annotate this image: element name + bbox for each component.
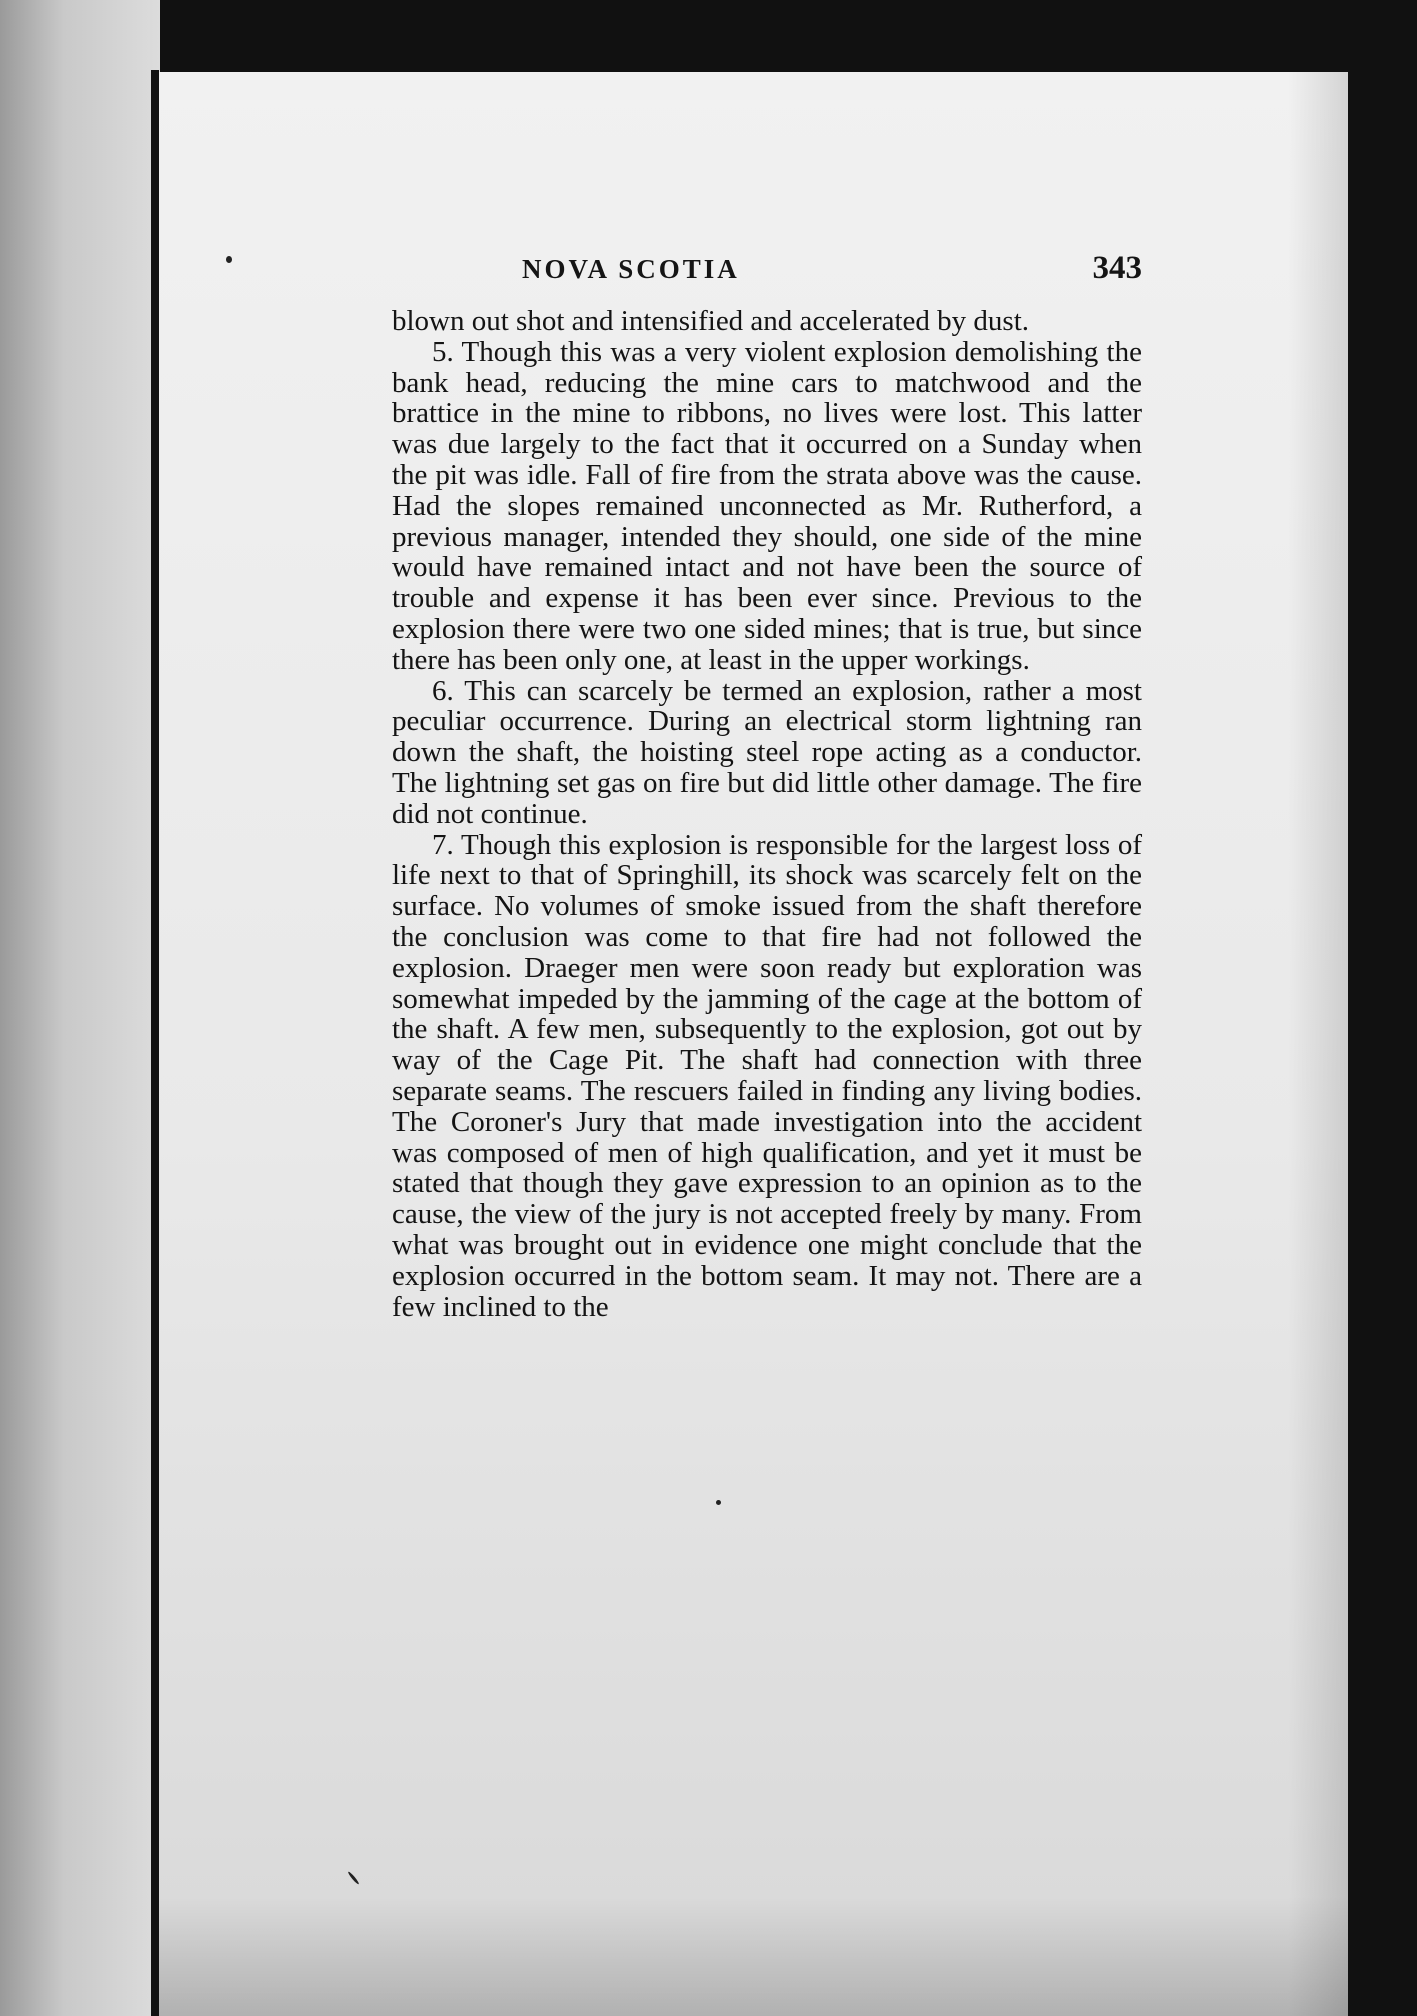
- binding-edge: [151, 70, 159, 2016]
- page-number: 343: [1092, 250, 1142, 286]
- paragraph-5: 5. Though this was a very violent explosion demolishing the bank head, reducing the mine cars to matchwood and the brattice in the mine to ribbons, no lives were lost. This latter was due largely to the fact that it occurred on a Sunday when the pit was idle. Fall of fire from the strata above was the cause. Had the slopes remained unconnected as Mr. Rutherford, a previous manager, intended they should, one side of the mine would have remained intact and not have been the source of trouble and expense it has been ever since. Previous to the explosion there were two one sided mines; that is true, but since there has been only one, at least in the upper workings.: [392, 335, 1142, 676]
- scan-speck: [716, 1500, 721, 1505]
- facing-page-margin: [0, 0, 160, 2016]
- paragraph-continuation: blown out shot and intensified and accelerated by dust.: [392, 305, 1030, 337]
- page-shadow-bottom: [159, 1896, 1348, 2016]
- paragraph-7: 7. Though this explosion is responsible for the largest loss of life next to that of Springhill, its shock was scarcely felt on the surface. No volumes of smoke issued from the shaft therefore the conclusion was come to that fire had not followed the explosion. Draeger men were soon ready but exploration was somewhat impeded by the jamming of the cage at the bottom of the shaft. A few men, subsequently to the explosion, got out by way of the Cage Pit. The shaft had connection with three separate seams. The rescuers failed in finding any living bodies. The Coroner's Jury that made investigation into the accident was composed of men of high qualification, and yet it must be stated that though they gave expression to an opinion as to the cause, the view of the jury is not accepted freely by many. From what was brought out in evidence one might conclude that the explosion occurred in the bottom seam. It may not. There are a few inclined to the: [392, 828, 1142, 1323]
- body-text: [392, 306, 1142, 1322]
- page-shadow-right: [1288, 72, 1348, 2016]
- paragraph-6: 6. This can scarcely be termed an explosion, rather a most peculiar occurrence. During an electrical storm lightning ran down the shaft, the hoisting steel rope acting as a conductor. The lightning set gas on fire but did little other damage. The fire did not continue.: [392, 674, 1142, 830]
- running-title: NOVA SCOTIA: [522, 254, 740, 284]
- running-head: [522, 250, 1142, 294]
- scan-speck: [226, 256, 232, 263]
